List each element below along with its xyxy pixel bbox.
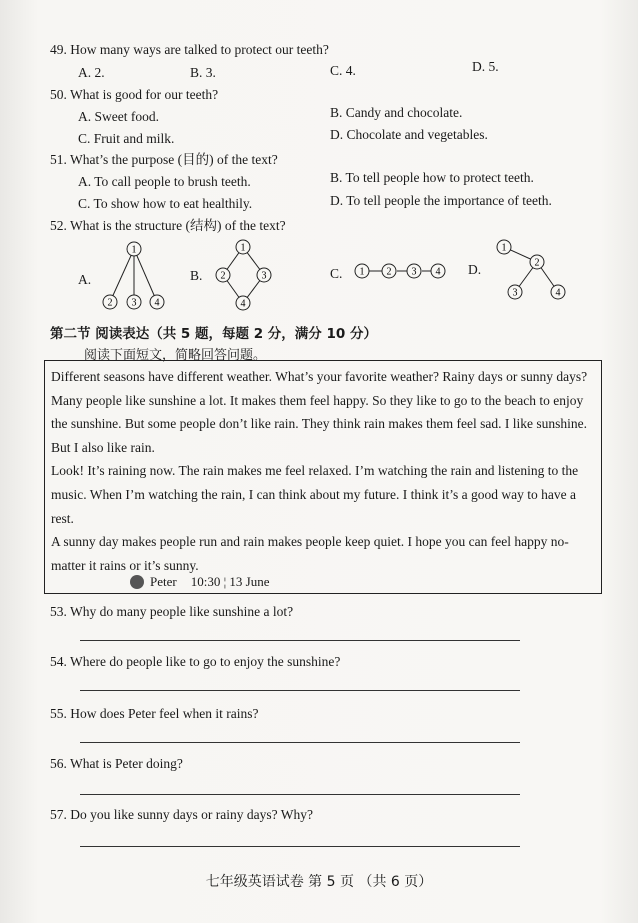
question-53: 53. Why do many people like sunshine a lot? [50,604,294,619]
q51-option-d[interactable]: D. To tell people the importance of teeth. [330,193,552,208]
node-2 [382,264,396,278]
q51-option-b[interactable]: B. To tell people how to protect teeth. [330,170,534,185]
answer-line-56[interactable] [80,794,520,795]
q51-option-c[interactable]: C. To show how to eat healthily. [78,196,253,211]
structure-diagram-b [208,238,278,310]
reading-passage [44,360,602,594]
svg-text:2: 2 [220,270,226,282]
q50-option-b[interactable]: B. Candy and chocolate. [330,105,463,120]
question-50: 50. What is good for our teeth? [50,87,219,102]
author-avatar-icon [130,575,144,589]
node-2 [103,295,117,309]
node-4 [236,296,250,310]
node-3 [257,268,271,282]
svg-text:4: 4 [240,298,246,310]
q52-option-b[interactable]: B. [190,268,203,283]
answer-line-53[interactable] [80,640,520,641]
section-title: 第二节 阅读表达（共 5 题，每题 2 分，满分 10 分） [50,326,377,342]
svg-text:2: 2 [107,297,113,309]
node-4 [150,295,164,309]
author-name: Peter [150,574,177,589]
node-1 [497,240,511,254]
q50-option-a[interactable]: A. Sweet food. [78,109,159,124]
node-4 [431,264,445,278]
answer-line-55[interactable] [80,742,520,743]
svg-text:2: 2 [386,266,392,278]
post-time: 10:30 ¦ 13 June [190,574,270,589]
answer-line-57[interactable] [80,846,520,847]
answer-line-54[interactable] [80,690,520,691]
node-3 [127,295,141,309]
passage-paragraph-2: Look! It’s raining now. The rain makes me feel relaxed. I’m watching the rain and listening to the music. When I’m watching the rain, I can think about my future. I think it’s a good way to have a rest. [51,463,579,526]
passage-paragraph-3: A sunny day makes people run and rain makes people keep quiet. I hope you can feel happy no-matter it rains or it’s sunny. [51,534,569,573]
node-1 [236,240,250,254]
q49-option-b[interactable]: B. 3. [190,65,216,80]
svg-text:1: 1 [359,266,365,278]
question-56: 56. What is Peter doing? [50,756,183,771]
svg-text:1: 1 [501,242,507,254]
svg-text:4: 4 [435,266,441,278]
question-55: 55. How does Peter feel when it rains? [50,706,259,721]
structure-diagram-d [494,238,574,302]
q52-option-c[interactable]: C. [330,266,343,281]
svg-text:3: 3 [411,266,417,278]
svg-text:4: 4 [555,287,561,299]
q49-option-d[interactable]: D. 5. [472,59,499,74]
svg-text:3: 3 [131,297,137,309]
svg-text:3: 3 [512,287,518,299]
svg-text:1: 1 [131,244,137,256]
node-1 [127,242,141,256]
q52-option-d[interactable]: D. [468,262,482,277]
node-3 [508,285,522,299]
structure-diagram-a [98,240,168,312]
question-52: 52. What is the structure (结构) of the text? [50,218,286,233]
q52-option-a[interactable]: A. [78,272,92,287]
svg-text:1: 1 [240,242,246,254]
structure-diagram-c [352,260,452,282]
node-2 [530,255,544,269]
q51-option-a[interactable]: A. To call people to brush teeth. [78,174,251,189]
question-49: 49. How many ways are talked to protect our teeth? [50,42,329,57]
passage-paragraph-1: Different seasons have different weather. What’s your favorite weather? Rainy days or sunny days? Many people like sunshine a lot. It makes them feel happy. So they like to go to the beach to enjoy the sunshine. But some people don’t like rain. They think rain makes them feel sad. I like sunshine. But I also like rain. [51,369,588,455]
svg-text:4: 4 [154,297,160,309]
question-51: 51. What’s the purpose (目的) of the text? [50,152,278,167]
q49-option-c[interactable]: C. 4. [330,63,356,78]
passage-signature [130,574,270,590]
page-footer: 七年级英语试卷 第 5 页 （共 6 页） [205,874,433,890]
q50-option-d[interactable]: D. Chocolate and vegetables. [330,127,488,142]
node-2 [216,268,230,282]
section-instruction: 阅读下面短文，简略回答问题。 [84,348,267,363]
svg-text:3: 3 [261,270,267,282]
q50-option-c[interactable]: C. Fruit and milk. [78,131,175,146]
node-4 [551,285,565,299]
node-1 [355,264,369,278]
question-54: 54. Where do people like to go to enjoy the sunshine? [50,654,341,669]
question-57: 57. Do you like sunny days or rainy days? Why? [50,807,313,822]
q49-option-a[interactable]: A. 2. [78,65,105,80]
svg-text:2: 2 [534,257,540,269]
node-3 [407,264,421,278]
